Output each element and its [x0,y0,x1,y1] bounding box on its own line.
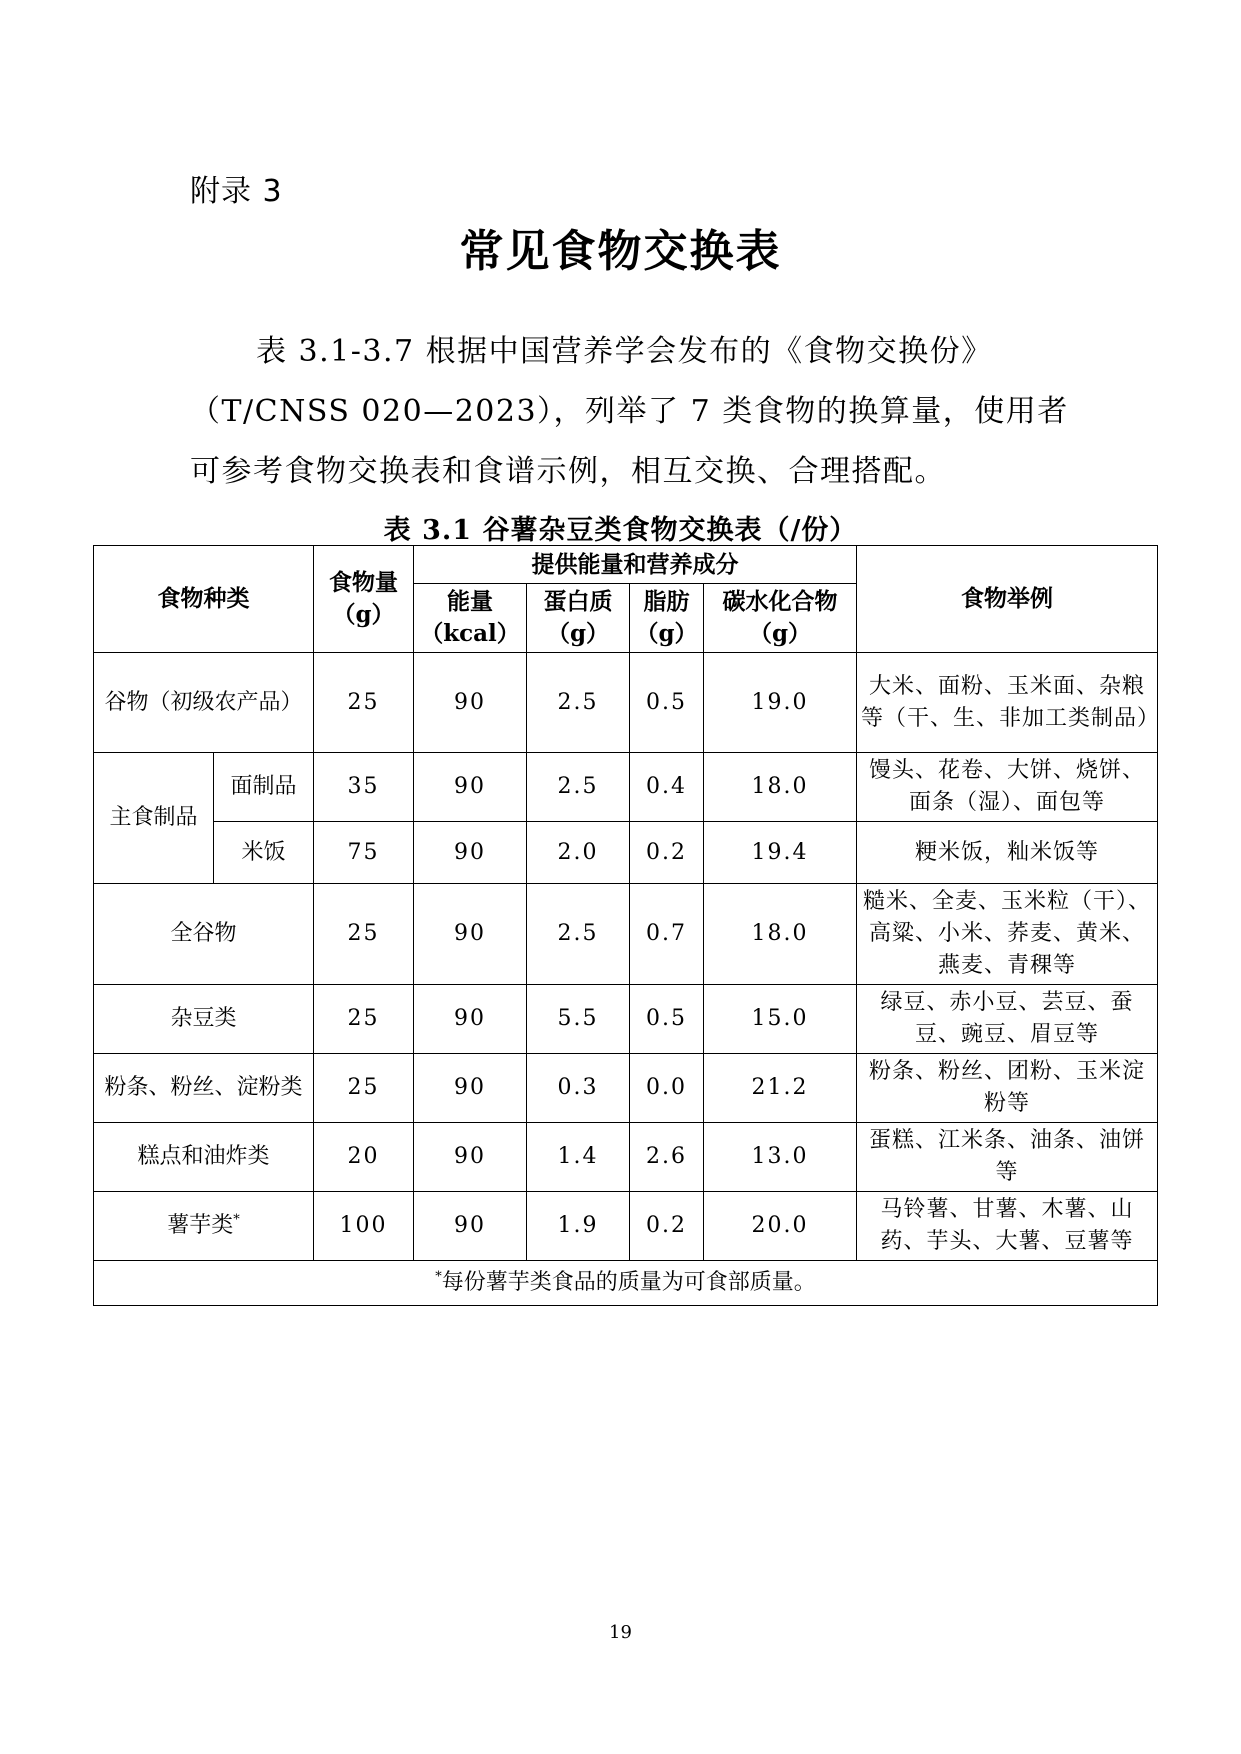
cell-protein: 2.5 [527,653,630,753]
cell-fat: 2.6 [630,1123,704,1192]
cell-carbs: 13.0 [704,1123,857,1192]
cell-food-group: 主食制品 [94,753,214,884]
cell-carbs: 18.0 [704,753,857,822]
cell-energy: 90 [414,1054,527,1123]
cell-amount: 35 [314,753,414,822]
cell-examples: 糙米、全麦、玉米粒（干）、高粱、小米、荞麦、黄米、燕麦、青稞等 [857,884,1158,985]
cell-energy: 90 [414,753,527,822]
cell-protein: 1.9 [527,1192,630,1261]
cell-food-type [94,1192,314,1261]
header-amount: 食物量（g） [314,546,414,653]
cell-examples: 蛋糕、江米条、油条、油饼等 [857,1123,1158,1192]
table-header-row [94,546,1158,584]
header-protein: 蛋白质（g） [527,584,630,653]
cell-energy: 90 [414,884,527,985]
cell-fat: 0.4 [630,753,704,822]
cell-carbs: 20.0 [704,1192,857,1261]
appendix-label: 附录 3 [190,174,283,209]
cell-examples: 绿豆、赤小豆、芸豆、蚕豆、豌豆、眉豆等 [857,985,1158,1054]
cell-protein: 1.4 [527,1123,630,1192]
intro-line: 可参考食物交换表和食谱示例，相互交换、合理搭配。 [190,454,946,489]
cell-protein: 2.5 [527,753,630,822]
cell-fat: 0.0 [630,1054,704,1123]
cell-energy: 90 [414,1123,527,1192]
intro-line: 表 3.1-3.7 根据中国营养学会发布的《食物交换份》 [256,334,993,369]
header-fat: 脂肪（g） [630,584,704,653]
cell-amount: 20 [314,1123,414,1192]
cell-carbs: 18.0 [704,884,857,985]
cell-amount: 25 [314,884,414,985]
cell-amount: 25 [314,1054,414,1123]
cell-carbs: 19.4 [704,822,857,884]
page-number: 19 [609,1622,632,1643]
food-exchange-table [93,545,1161,1306]
cell-food-type: 全谷物 [94,884,314,985]
footnote-marker: * [435,1269,442,1285]
table-row [94,653,1158,753]
cell-carbs: 19.0 [704,653,857,753]
cell-examples: 大米、面粉、玉米面、杂粮等（干、生、非加工类制品） [857,653,1158,753]
intro-paragraph [190,322,1069,502]
header-nutrition-group: 提供能量和营养成分 [414,546,857,584]
cell-protein: 5.5 [527,985,630,1054]
cell-fat: 0.2 [630,1192,704,1261]
table-row [94,884,1158,985]
food-type-label: 薯芋类 [167,1213,234,1238]
table-row [94,1192,1158,1261]
cell-energy: 90 [414,1192,527,1261]
cell-carbs: 15.0 [704,985,857,1054]
table-row [94,822,1158,884]
cell-carbs: 21.2 [704,1054,857,1123]
table-footnote [94,1261,1158,1306]
cell-amount: 75 [314,822,414,884]
cell-food-type: 米饭 [214,822,314,884]
table-caption: 表 3.1 谷薯杂豆类食物交换表（/份） [383,515,858,546]
cell-fat: 0.5 [630,653,704,753]
cell-fat: 0.5 [630,985,704,1054]
cell-food-type: 粉条、粉丝、淀粉类 [94,1054,314,1123]
cell-energy: 90 [414,822,527,884]
header-food-type: 食物种类 [94,546,314,653]
cell-amount: 25 [314,653,414,753]
header-energy: 能量（kcal） [414,584,527,653]
intro-line: （T/CNSS 020—2023），列举了 7 类食物的换算量，使用者 [190,394,1069,429]
table-row [94,753,1158,822]
cell-energy: 90 [414,653,527,753]
page-title: 常见食物交换表 [459,226,782,277]
cell-food-type: 糕点和油炸类 [94,1123,314,1192]
cell-protein: 0.3 [527,1054,630,1123]
cell-protein: 2.0 [527,822,630,884]
cell-fat: 0.7 [630,884,704,985]
table-row [94,1054,1158,1123]
footnote-marker: * [233,1212,240,1228]
cell-food-type: 面制品 [214,753,314,822]
cell-fat: 0.2 [630,822,704,884]
footnote-text: 每份薯芋类食品的质量为可食部质量。 [441,1270,816,1295]
cell-energy: 90 [414,985,527,1054]
table-footnote-row [94,1261,1158,1306]
table-row [94,1123,1158,1192]
cell-amount: 25 [314,985,414,1054]
cell-examples: 粳米饭，籼米饭等 [857,822,1158,884]
table-row [94,985,1158,1054]
cell-examples: 马铃薯、甘薯、木薯、山药、芋头、大薯、豆薯等 [857,1192,1158,1261]
cell-food-type: 杂豆类 [94,985,314,1054]
header-examples: 食物举例 [857,546,1158,653]
cell-food-type: 谷物（初级农产品） [94,653,314,753]
header-carbs: 碳水化合物（g） [704,584,857,653]
cell-amount: 100 [314,1192,414,1261]
cell-examples: 粉条、粉丝、团粉、玉米淀粉等 [857,1054,1158,1123]
cell-protein: 2.5 [527,884,630,985]
cell-examples: 馒头、花卷、大饼、烧饼、面条（湿）、面包等 [857,753,1158,822]
